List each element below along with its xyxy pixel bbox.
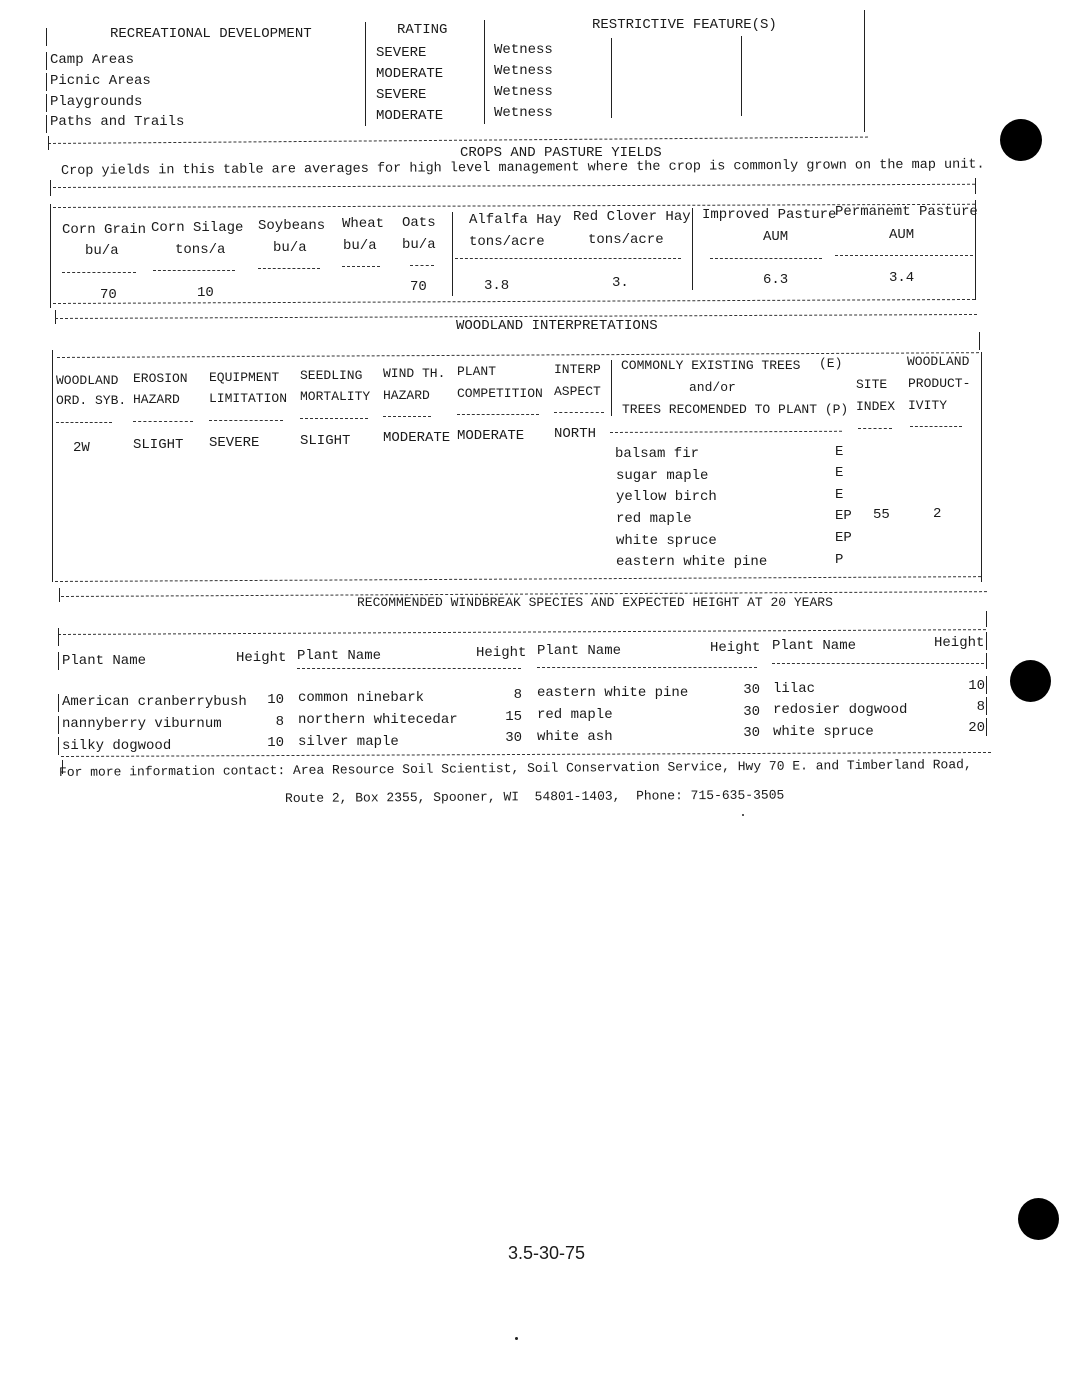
header-plant: PLANT [457, 364, 497, 379]
windbreak-plant-height: 15 [505, 709, 522, 725]
woodland-seedling-value: SLIGHT [300, 433, 351, 449]
recreation-header-development: RECREATIONAL DEVELOPMENT [110, 26, 312, 42]
windbreak-height-header: Height [934, 635, 985, 651]
crop-unit: bu/a [85, 243, 119, 259]
recreation-rating: MODERATE [376, 108, 444, 124]
divider [55, 576, 981, 582]
windbreak-plant-name: American cranberrybush [62, 694, 247, 710]
header-seedling: SEEDLING [300, 368, 363, 383]
crop-value: 3.8 [484, 278, 510, 294]
recreation-feature: Wetness [494, 63, 553, 79]
tree-code: E [835, 465, 844, 481]
woodland-title: WOODLAND INTERPRETATIONS [456, 318, 658, 334]
crop-name: Improved Pasture [702, 207, 837, 223]
tree-name: white spruce [616, 533, 717, 549]
header-wind: WIND TH. [383, 366, 446, 381]
woodland-plant-value: MODERATE [457, 428, 525, 444]
crop-unit: bu/a [402, 237, 436, 253]
speck [515, 1337, 518, 1340]
crop-name: Oats [402, 215, 436, 231]
header-site: SITE [856, 377, 888, 392]
header-erosion-hazard: HAZARD [133, 392, 180, 407]
header-index: INDEX [856, 399, 896, 414]
woodland-erosion-value: SLIGHT [133, 437, 184, 453]
crop-name: Alfalfa Hay [469, 212, 562, 228]
divider [58, 629, 986, 635]
recreation-feature: Wetness [494, 42, 553, 58]
recreation-use: Paths and Trails [50, 114, 185, 130]
windbreak-plant-height: 8 [513, 687, 522, 703]
windbreak-plant-name: northern whitecedar [298, 712, 458, 728]
windbreak-plant-height: 30 [743, 704, 760, 720]
woodland-ord-value: 2W [73, 440, 90, 456]
windbreak-plant-header: Plant Name [297, 648, 382, 664]
crop-value: 70 [410, 279, 427, 295]
windbreak-plant-name: red maple [537, 707, 613, 723]
punch-hole-top [1000, 119, 1042, 161]
windbreak-plant-height: 30 [743, 682, 760, 698]
windbreak-plant-name: silver maple [298, 734, 399, 750]
crop-name: Corn Grain [62, 222, 147, 238]
contact-info-line2: Route 2, Box 2355, Spooner, WI 54801-1403, Phone: 715-635-3505 [284, 787, 785, 806]
crop-unit: AUM [889, 227, 915, 243]
windbreak-plant-name: redosier dogwood [773, 702, 908, 718]
windbreak-plant-name: lilac [773, 681, 816, 697]
recreation-feature: Wetness [494, 105, 553, 121]
tree-name: sugar maple [616, 468, 709, 484]
contact-info-line1: For more information contact: Area Resource Soil Scientist, Soil Conservation Service, Hwy 70 E. and Timberland Road, [58, 757, 972, 780]
recreation-rating: MODERATE [376, 66, 444, 82]
windbreak-plant-height: 8 [976, 699, 985, 715]
windbreak-plant-name: white ash [537, 729, 613, 745]
windbreak-plant-height: 20 [968, 720, 985, 736]
crop-name: Soybeans [258, 218, 326, 234]
crop-value: 10 [197, 285, 214, 301]
header-erosion: EROSION [133, 371, 188, 386]
crop-value: 3.4 [889, 270, 915, 286]
tree-name: red maple [616, 511, 692, 527]
windbreak-plant-name: white spruce [773, 724, 874, 740]
tree-code: P [835, 552, 844, 568]
windbreak-plant-height: 30 [743, 725, 760, 741]
recreation-header-restrictive: RESTRICTIVE FEATURE(S) [592, 17, 777, 33]
divider [53, 299, 975, 304]
crop-value: 6.3 [763, 272, 789, 288]
recreation-rating: SEVERE [376, 87, 427, 103]
windbreak-plant-name: common ninebark [298, 690, 425, 706]
crop-name: Corn Silage [151, 220, 244, 236]
recreation-use: Camp Areas [50, 52, 135, 68]
windbreak-plant-height: 10 [267, 735, 284, 751]
windbreak-plant-header: Plant Name [772, 638, 857, 654]
crop-unit: bu/a [343, 238, 377, 254]
page-number: 3.5-30-75 [508, 1243, 586, 1263]
tree-name: balsam fir [615, 446, 700, 462]
windbreak-plant-name: eastern white pine [537, 685, 689, 701]
tree-name: yellow birch [616, 489, 717, 505]
windbreak-height-header: Height [476, 645, 527, 661]
header-equipment: EQUIPMENT [209, 370, 280, 385]
crop-unit: tons/acre [469, 234, 545, 250]
windbreak-plant-name: silky dogwood [62, 738, 172, 754]
crop-value: 3. [612, 275, 629, 291]
windbreak-height-header: Height [710, 640, 761, 656]
header-existing-trees: COMMONLY EXISTING TREES [621, 358, 801, 373]
recreation-header-rating: RATING [397, 22, 448, 38]
crop-name: Wheat [342, 216, 385, 232]
header-ivity: IVITY [908, 398, 948, 413]
windbreak-plant-header: Plant Name [62, 653, 147, 669]
header-wind-hazard: HAZARD [383, 388, 430, 403]
header-productivity: PRODUCT- [908, 376, 971, 391]
header-and-or: and/or [689, 380, 736, 395]
divider [53, 184, 975, 188]
header-woodland-ord-syb: ORD. SYB. [56, 393, 127, 408]
woodland-wind-value: MODERATE [383, 430, 451, 446]
header-competition: COMPETITION [457, 386, 543, 401]
header-aspect: ASPECT [554, 384, 601, 399]
header-existing-code: (E) [819, 356, 843, 371]
crop-name: Red Clover Hay [573, 209, 691, 225]
crop-unit: AUM [763, 229, 789, 245]
divider [48, 137, 868, 144]
crop-unit: tons/a [175, 242, 226, 258]
woodland-aspect-value: NORTH [554, 426, 597, 442]
tree-name: eastern white pine [616, 554, 768, 570]
windbreak-plant-height: 8 [275, 714, 284, 730]
tree-code: E [835, 487, 844, 503]
header-woodland-ord: WOODLAND [56, 373, 119, 388]
speck [742, 814, 744, 816]
windbreak-height-header: Height [236, 650, 287, 666]
windbreak-title: RECOMMENDED WINDBREAK SPECIES AND EXPECTED HEIGHT AT 20 YEARS [357, 595, 833, 610]
recreation-use: Playgrounds [50, 94, 143, 110]
header-interp: INTERP [554, 362, 601, 377]
woodland-equipment-value: SEVERE [209, 435, 260, 451]
crop-name: Permanemt Pasture [835, 204, 978, 220]
woodland-site-index-value: 55 [873, 507, 890, 523]
recreation-feature: Wetness [494, 84, 553, 100]
crops-note: Crop yields in this table are averages for high level management where the crop is commonly grown on the map unit. [60, 157, 985, 179]
recreation-rating: SEVERE [376, 45, 427, 61]
punch-hole-bottom [1018, 1198, 1059, 1240]
header-woodland-prod: WOODLAND [907, 354, 970, 369]
header-mortality: MORTALITY [300, 389, 371, 404]
recreation-use: Picnic Areas [50, 73, 151, 89]
windbreak-plant-height: 10 [267, 692, 284, 708]
woodland-productivity-value: 2 [933, 506, 942, 522]
crop-value: 70 [100, 287, 117, 303]
tree-code: EP [835, 508, 852, 524]
crop-unit: bu/a [273, 240, 307, 256]
windbreak-plant-height: 30 [505, 730, 522, 746]
crops-title: CROPS AND PASTURE YIELDS [460, 145, 662, 161]
header-limitation: LIMITATION [209, 391, 288, 406]
header-recommended-trees: TREES RECOMENDED TO PLANT (P) [622, 402, 849, 417]
tree-code: E [835, 444, 844, 460]
tree-code: EP [835, 530, 852, 546]
punch-hole-middle [1010, 660, 1051, 702]
windbreak-plant-name: nannyberry viburnum [62, 716, 222, 732]
windbreak-plant-height: 10 [968, 678, 985, 694]
windbreak-plant-header: Plant Name [537, 643, 622, 659]
divider [61, 752, 991, 757]
crop-unit: tons/acre [588, 232, 664, 248]
